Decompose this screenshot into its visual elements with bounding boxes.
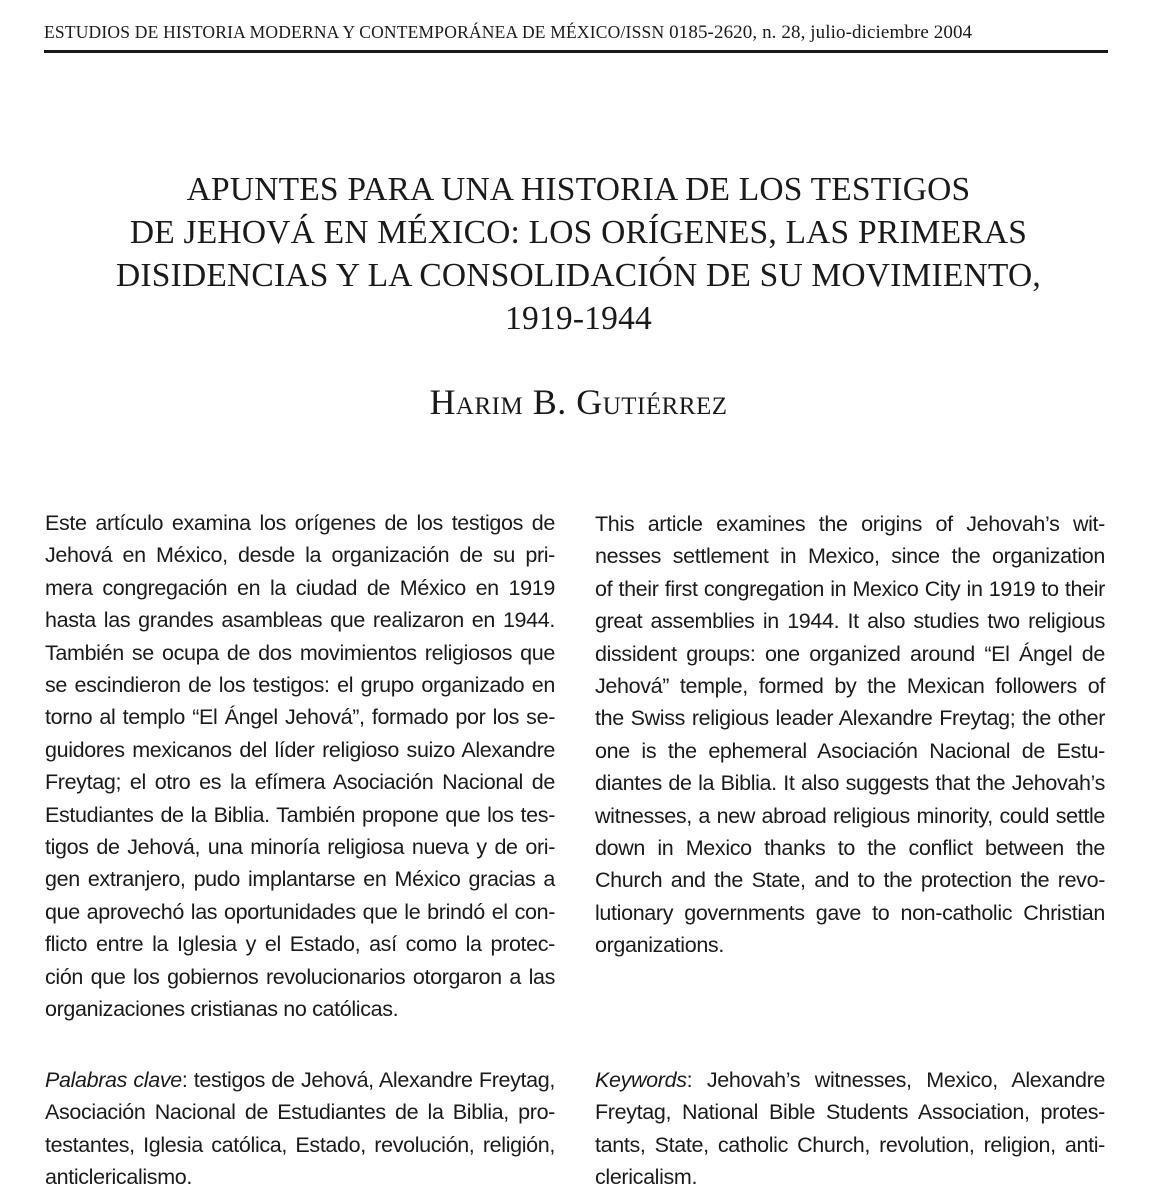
abstract-line: Estudiantes de la Biblia. También propone que los tes-: [45, 802, 555, 827]
abstract-line: flicto entre la Iglesia y el Estado, así como la protec-: [45, 932, 555, 957]
abstract-spanish: [45, 507, 555, 1026]
abstract-line: Este artículo examina los orígenes de los testigos de: [45, 511, 555, 535]
abstract-line: mera congregación en la ciudad de México en 1919: [45, 575, 555, 600]
title-line: 1919-1944: [505, 300, 652, 337]
abstract-line: También se ocupa de dos movimientos religiosos que: [45, 640, 555, 665]
keywords-spanish: [45, 1064, 555, 1194]
issue-details: 0185-2620, n. 28, julio-diciembre 2004: [664, 22, 973, 43]
keywords-line: [595, 1064, 1105, 1096]
keywords-text: : testigos de Jehová, Alexandre Freytag,: [181, 1068, 555, 1092]
keywords-line: testantes, Iglesia católica, Estado, revolución, religión,: [45, 1132, 555, 1157]
abstract-line: Freytag; el otro es la efímera Asociación Nacional de: [45, 770, 555, 795]
abstract-english: [595, 508, 1105, 962]
abstract-line: organizations.: [595, 933, 724, 958]
abstract-line: witnesses, a new abroad religious minority, could settle: [595, 803, 1105, 828]
abstract-line: se escindieron de los testigos: el grupo organizado en: [45, 673, 555, 698]
running-head: [44, 18, 1108, 53]
author-name: Harim B. Gutiérrez: [429, 382, 728, 422]
keywords-text: : Jehovah’s witnesses, Mexico, Alexandre: [686, 1068, 1105, 1092]
abstract-line: diantes de la Biblia. It also suggests that the Jehovah’s: [595, 771, 1105, 796]
abstract-line: down in Mexico thanks to the conflict between the: [595, 836, 1105, 861]
abstract-line: Church and the State, and to the protection the revo-: [595, 868, 1105, 893]
abstract-line: tigos de Jehová, una minoría religiosa nueva y de ori-: [45, 835, 555, 860]
keywords-line: clericalism.: [595, 1165, 698, 1190]
keywords-line: Freytag, National Bible Students Association, protes-: [595, 1100, 1105, 1125]
abstract-line: of their first congregation in Mexico City in 1919 to their: [595, 576, 1105, 601]
abstract-line: nesses settlement in Mexico, since the organization: [595, 544, 1105, 569]
journal-name: ESTUDIOS DE HISTORIA MODERNA Y CONTEMPORÁNEA DE MÉXICO/ISSN: [44, 22, 665, 42]
keywords-line: anticlericalismo.: [45, 1165, 192, 1190]
abstract-line: torno al templo “El Ángel Jehová”, formado por los se-: [45, 705, 555, 730]
keywords-english: [595, 1064, 1105, 1194]
abstract-line: one is the ephemeral Asociación Nacional de Estu-: [595, 738, 1105, 763]
abstract-line: great assemblies in 1944. It also studies two religious: [595, 609, 1105, 634]
title-line: DE JEHOVÁ EN MÉXICO: LOS ORÍGENES, LAS PRIMERAS: [129, 214, 1028, 251]
abstract-line: gen extranjero, pudo implantarse en México gracias a: [45, 867, 555, 892]
title-line: DISIDENCIAS Y LA CONSOLIDACIÓN DE SU MOVIMIENTO,: [116, 257, 1041, 294]
keywords-label: Keywords: [595, 1068, 687, 1092]
abstract-line: organizaciones cristianas no católicas.: [45, 997, 399, 1022]
keywords-line: tants, State, catholic Church, revolution, religion, anti-: [595, 1132, 1105, 1157]
abstract-line: ción que los gobiernos revolucionarios otorgaron a las: [45, 964, 555, 989]
keywords-line: Asociación Nacional de Estudiantes de la Biblia, pro-: [45, 1100, 555, 1125]
abstract-line: guidores mexicanos del líder religioso suizo Alexandre: [45, 737, 555, 762]
title-line: APUNTES PARA UNA HISTORIA DE LOS TESTIGOS: [186, 171, 971, 208]
article-title: [40, 168, 1117, 340]
abstract-line: dissident groups: one organized around “El Ángel de: [595, 641, 1105, 666]
abstract-line: the Swiss religious leader Alexandre Freytag; the other: [595, 706, 1105, 731]
keywords-line: [45, 1064, 555, 1096]
abstract-line: que aprovechó las oportunidades que le brindó el con-: [45, 899, 555, 924]
abstract-line: hasta las grandes asambleas que realizaron en 1944.: [45, 608, 555, 633]
keywords-label: Palabras clave: [45, 1068, 182, 1092]
abstract-line: Jehová” temple, formed by the Mexican followers of: [595, 674, 1105, 699]
abstract-line: lutionary governments gave to non-catholic Christian: [595, 900, 1105, 925]
abstract-line: This article examines the origins of Jehovah’s wit-: [595, 512, 1105, 536]
abstract-line: Jehová en México, desde la organización de su pri-: [45, 543, 555, 568]
